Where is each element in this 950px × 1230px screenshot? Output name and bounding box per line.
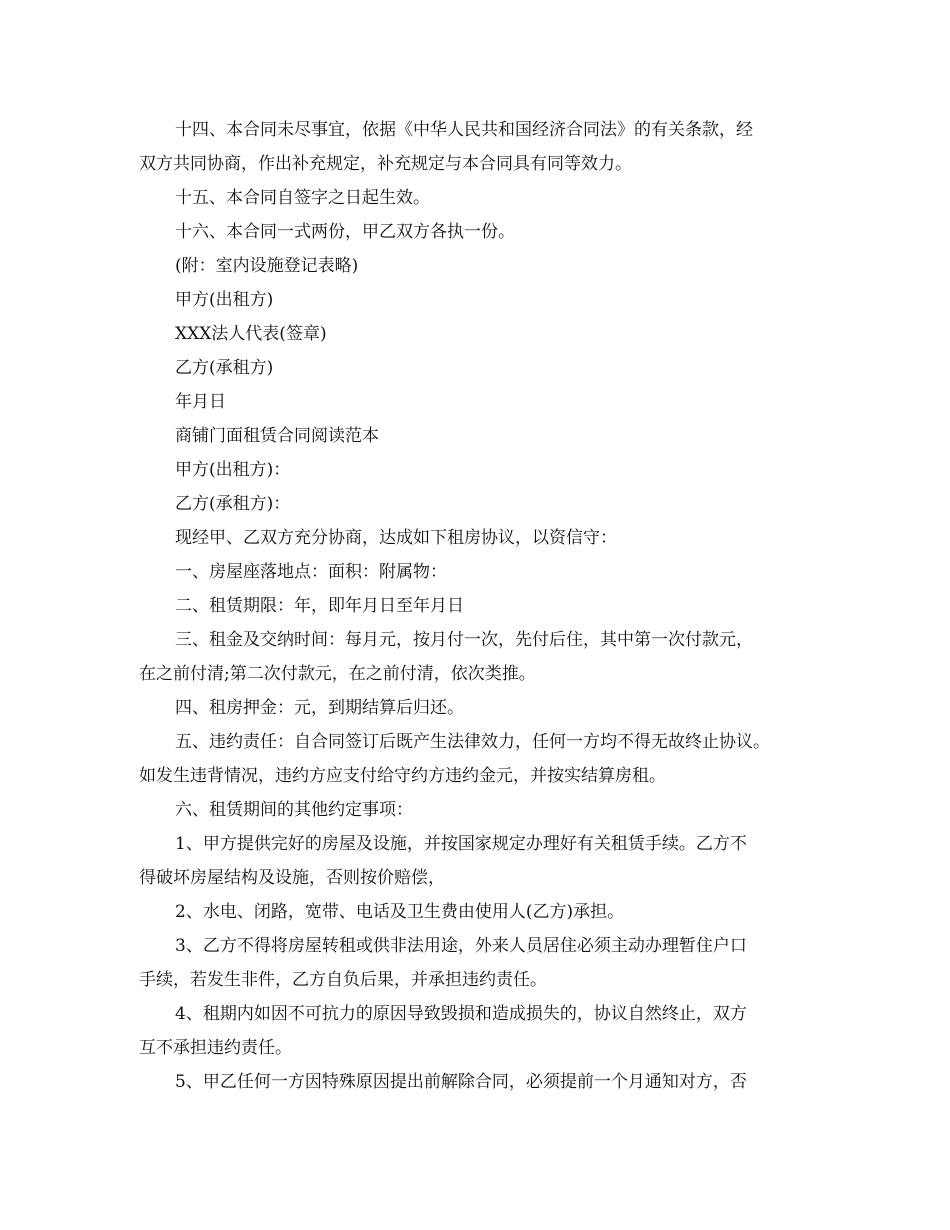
appendix-note: (附：室内设施登记表略)	[175, 256, 359, 276]
article-5-breach-line-1: 五、违约责任：自合同签订后既产生法律效力，任何一方均不得无故终止协议。	[175, 732, 770, 752]
item-4-line-1: 4、租期内如因不可抗力的原因导致毁损和造成损失的，协议自然终止，双方	[175, 1004, 747, 1024]
clause-14-line-2: 双方共同协商，作出补充规定，补充规定与本合同具有同等效力。	[139, 154, 632, 174]
item-1-line-2: 得破坏房屋结构及设施，否则按价赔偿，	[139, 868, 445, 888]
legal-representative: XXX法人代表(签章)	[175, 324, 327, 344]
party-a-field: 甲方(出租方)：	[175, 460, 291, 480]
item-5-line-1: 5、甲乙任何一方因特殊原因提出前解除合同，必须提前一个月通知对方，否	[175, 1072, 747, 1092]
article-2-term: 二、租赁期限：年，即年月日至年月日	[175, 596, 464, 616]
article-3-rent-line-1: 三、租金及交纳时间：每月元，按月付一次，先付后住，其中第一次付款元，	[175, 630, 753, 650]
item-4-line-2: 互不承担违约责任。	[139, 1038, 292, 1058]
article-1-location: 一、房屋座落地点：面积：附属物：	[175, 562, 447, 582]
party-b-lessee: 乙方(承租方)	[175, 358, 274, 378]
contract-title: 商铺门面租赁合同阅读范本	[175, 426, 379, 446]
party-a-lessor: 甲方(出租方)	[175, 290, 274, 310]
preamble: 现经甲、乙双方充分协商，达成如下租房协议，以资信守：	[175, 528, 617, 548]
item-3-line-2: 手续，若发生非件，乙方自负后果，并承担违约责任。	[139, 970, 547, 990]
article-4-deposit: 四、租房押金：元，到期结算后归还。	[175, 698, 464, 718]
party-b-field: 乙方(承租方)：	[175, 494, 291, 514]
article-6-heading: 六、租赁期间的其他约定事项：	[175, 800, 413, 820]
article-3-rent-line-2: 在之前付清;第二次付款元，在之前付清，依次类推。	[139, 664, 536, 684]
clause-14-line-1: 十四、本合同未尽事宜，依据《中华人民共和国经济合同法》的有关条款，经	[175, 120, 753, 140]
document-body	[139, 113, 820, 1099]
clause-15: 十五、本合同自签字之日起生效。	[175, 188, 430, 208]
item-2: 2、水电、闭路，宽带、电话及卫生费由使用人(乙方)承担。	[175, 902, 625, 922]
item-1-line-1: 1、甲方提供完好的房屋及设施，并按国家规定办理好有关租赁手续。乙方不	[175, 834, 747, 854]
date-line: 年月日	[175, 392, 226, 412]
clause-16: 十六、本合同一式两份，甲乙双方各执一份。	[175, 222, 515, 242]
item-3-line-1: 3、乙方不得将房屋转租或供非法用途，外来人员居住必须主动办理暂住户口	[175, 936, 747, 956]
article-5-breach-line-2: 如发生违背情况，违约方应支付给守约方违约金元，并按实结算房租。	[139, 766, 666, 786]
